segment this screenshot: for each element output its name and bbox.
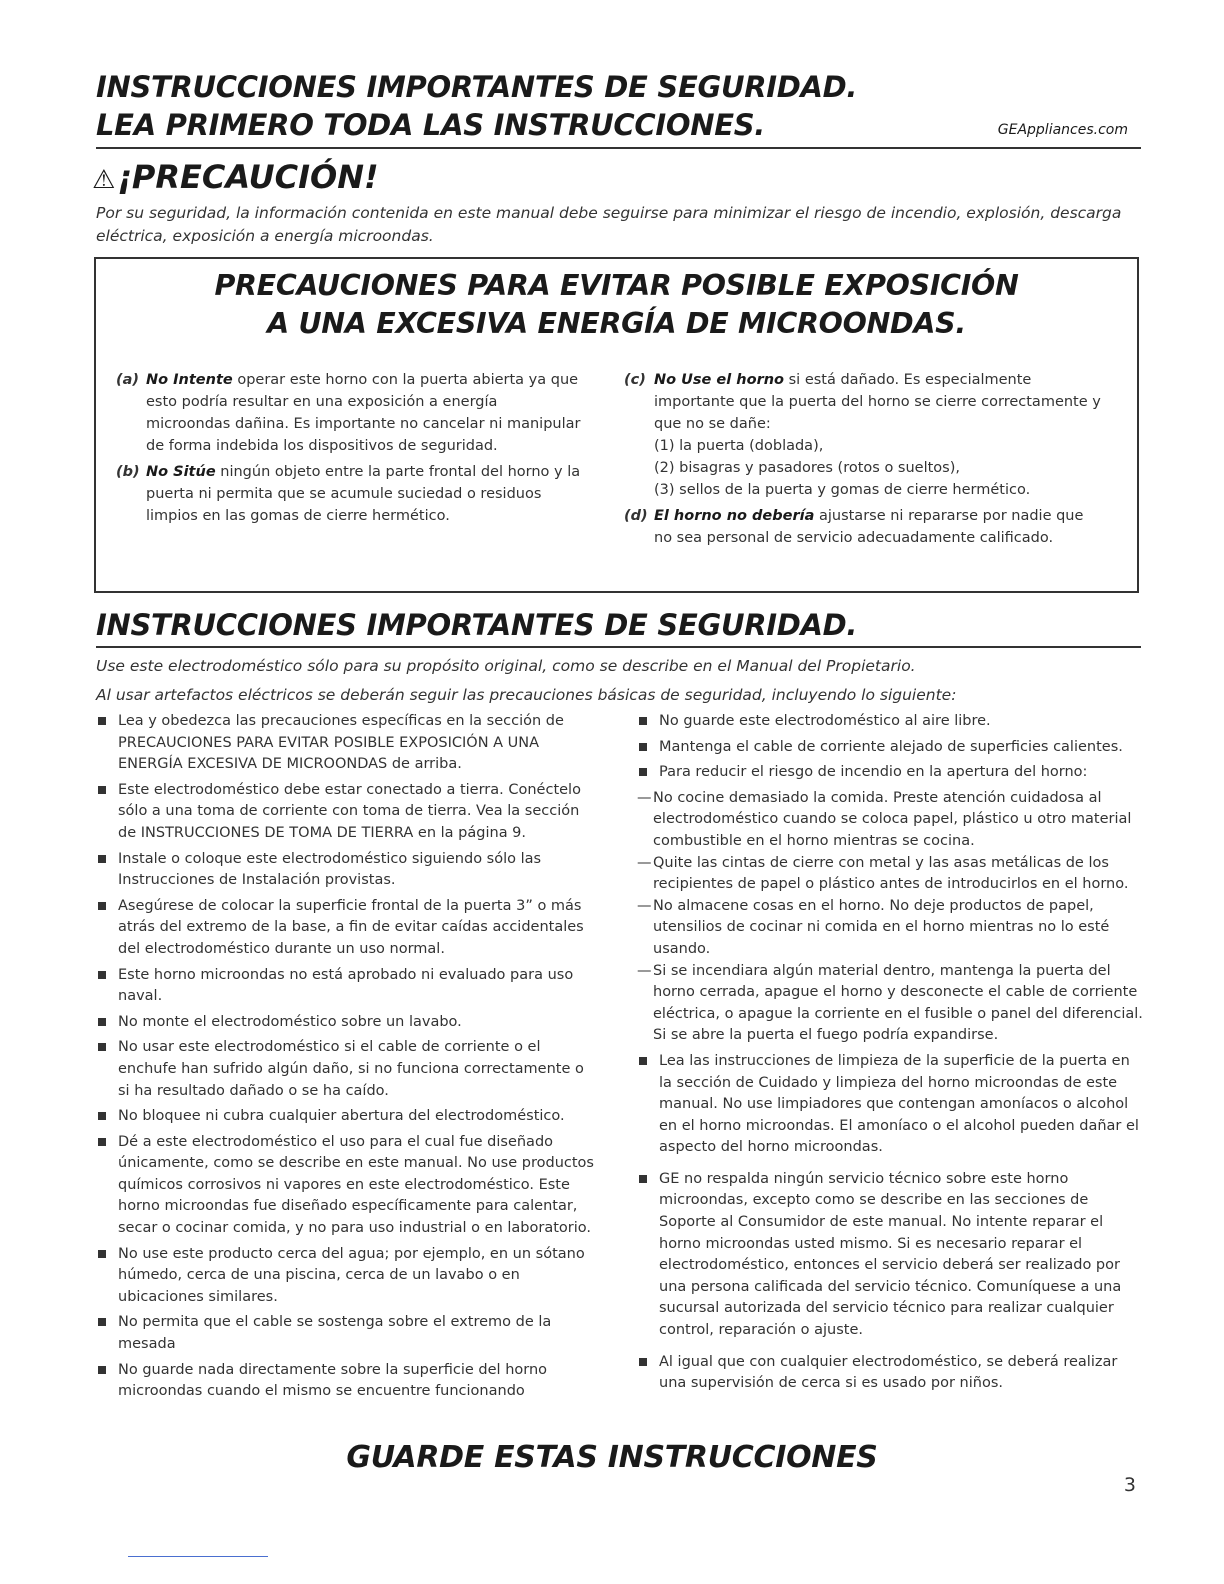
safety-use-line1: Use este electrodoméstico sólo para su propósito original, como se describe en el Manual del Propietario. — [96, 657, 916, 675]
item-text: ajustarse ni repararse por nadie que no sea personal de servicio adecuadamente calificado. — [654, 508, 1084, 546]
list-item: No guarde nada directamente sobre la superficie del horno microondas cuando el mismo se encuentre funcionando — [96, 1360, 596, 1403]
list-item: Para reducir el riesgo de incendio en la apertura del horno: — [637, 762, 1147, 784]
list-item: Este horno microondas no está aprobado ni evaluado para uso naval. — [96, 965, 596, 1008]
header-title-line2: LEA PRIMERO TODA LAS INSTRUCCIONES. — [96, 108, 766, 142]
box-title — [96, 267, 1137, 343]
website-link[interactable]: GEAppliances.com — [997, 122, 1128, 138]
item-emphasis: El horno no debería — [654, 508, 815, 524]
item-text: si está dañado. Es especialmente importante que la puerta del horno se cierre correctamente y que no se dañe: — [654, 372, 1101, 432]
safety-list-right — [637, 711, 1147, 1399]
caution-title: ¡PRECAUCIÓN! — [117, 158, 379, 196]
save-instructions-footer: GUARDE ESTAS INSTRUCCIONES — [346, 1440, 878, 1475]
item-label: (a) — [116, 372, 140, 388]
item-sub: (2) bisagras y pasadores (rotos o sueltos), — [654, 460, 961, 476]
item-emphasis: No Sitúe — [146, 464, 216, 480]
dash-item: — Quite las cintas de cierre con metal y las asas metálicas de los recipientes de papel o plástico antes de introducirlos en el horno. — [637, 854, 1129, 893]
bullet-square-icon — [98, 1138, 106, 1146]
item-text: ningún objeto entre la parte frontal del horno y la puerta ni permita que se acumule suciedad o residuos limpios en las gomas de cierre hermético. — [146, 464, 581, 524]
item-text: operar este horno con la puerta abierta ya que esto podría resultar en una exposición a energía microondas dañina. Es importante no cancelar ni manipular de forma indebida los dispositivos de seguridad. — [146, 372, 581, 454]
precaution-item-a — [116, 369, 586, 457]
dash-marker: — — [637, 962, 652, 979]
list-item: No guarde este electrodoméstico al aire libre. — [637, 711, 1147, 733]
list-item: Mantenga el cable de corriente alejado de superficies calientes. — [637, 737, 1147, 759]
microwave-precautions-box — [94, 257, 1139, 593]
warning-triangle-icon: ⚠ — [92, 165, 116, 195]
safety-rule — [96, 646, 1141, 648]
bullet-square-icon — [639, 1175, 647, 1183]
list-item: No permita que el cable se sostenga sobre el extremo de la mesada — [96, 1312, 596, 1355]
safety-use-line2: Al usar artefactos eléctricos se deberán seguir las precauciones básicas de seguridad, incluyendo lo siguiente: — [96, 686, 957, 704]
header-title-line1: INSTRUCCIONES IMPORTANTES DE SEGURIDAD. — [96, 70, 858, 104]
bullet-square-icon — [98, 1366, 106, 1374]
bullet-square-icon — [98, 1112, 106, 1120]
list-item: No usar este electrodoméstico si el cable de corriente o el enchufe han sufrido algún daño, si no funciona correctamente o si ha resultado dañado o se ha caído. — [96, 1037, 596, 1102]
dash-marker: — — [637, 789, 652, 806]
precaution-item-d — [624, 505, 1104, 549]
footer-divider — [128, 1556, 268, 1557]
list-item: Lea las instrucciones de limpieza de la superficie de la puerta en la sección de Cuidado y limpieza del horno microondas de este manual. No use limpiadores que contengan amoníacos o alcohol en el horno microondas. El amoníaco o el alcohol pueden dañar el aspecto del horno microondas. — [637, 1051, 1147, 1159]
dash-marker: — — [637, 854, 652, 871]
safety-section-title: INSTRUCCIONES IMPORTANTES DE SEGURIDAD. — [96, 608, 858, 642]
item-label: (b) — [116, 464, 140, 480]
bullet-square-icon — [98, 1318, 106, 1326]
bullet-square-icon — [98, 1250, 106, 1258]
precaution-item-b — [116, 461, 586, 527]
box-column-right — [624, 369, 1104, 553]
item-emphasis: No Intente — [146, 372, 233, 388]
item-emphasis: No Use el horno — [654, 372, 785, 388]
list-item: No bloquee ni cubra cualquier abertura del electrodoméstico. — [96, 1106, 596, 1128]
page-number: 3 — [1123, 1474, 1136, 1496]
list-item: Al igual que con cualquier electrodoméstico, se deberá realizar una supervisión de cerca si es usado por niños. — [637, 1352, 1147, 1395]
safety-list-left — [96, 711, 596, 1407]
bullet-square-icon — [639, 743, 647, 751]
list-item: GE no respalda ningún servicio técnico sobre este horno microondas, excepto como se describe en las secciones de Soporte al Consumidor de este manual. No intente reparar el horno microondas usted mismo. Si es necesario reparar el electrodoméstico, entonces el servicio deberá ser realizado por una persona calificada del servicio técnico. Comuníquese a una sucursal autorizada del servicio técnico para realizar cualquier control, reparación o ajuste. — [637, 1169, 1147, 1342]
dash-item: — No almacene cosas en el horno. No deje productos de papel, utensilios de cocinar ni comida en el horno mientras no lo esté usando. — [637, 897, 1110, 957]
list-item: Instale o coloque este electrodoméstico siguiendo sólo las Instrucciones de Instalación provistas. — [96, 849, 596, 892]
bullet-square-icon — [639, 717, 647, 725]
bullet-square-icon — [98, 902, 106, 910]
box-title-line2: A UNA EXCESIVA ENERGÍA DE MICROONDAS. — [267, 307, 966, 340]
bullet-square-icon — [98, 786, 106, 794]
dash-marker: — — [637, 897, 652, 914]
item-sub: (3) sellos de la puerta y gomas de cierre hermético. — [654, 482, 1031, 498]
bullet-square-icon — [639, 768, 647, 776]
item-label: (d) — [624, 508, 648, 524]
box-title-line1: PRECAUCIONES PARA EVITAR POSIBLE EXPOSICIÓN — [214, 269, 1019, 302]
bullet-square-icon — [639, 1057, 647, 1065]
list-item: Lea y obedezca las precauciones específicas en la sección de PRECAUCIONES PARA EVITAR POSIBLE EXPOSICIÓN A UNA ENERGÍA EXCESIVA DE MICROONDAS de arriba. — [96, 711, 596, 776]
dash-item: — No cocine demasiado la comida. Preste atención cuidadosa al electrodoméstico cuando se coloca papel, plástico u otro material combustible en el horno mientras se cocina. — [637, 789, 1132, 849]
list-item: No use este producto cerca del agua; por ejemplo, en un sótano húmedo, cerca de una piscina, cerca de un lavabo o en ubicaciones similares. — [96, 1244, 596, 1309]
header-rule — [96, 147, 1141, 149]
bullet-square-icon — [98, 717, 106, 725]
bullet-square-icon — [98, 855, 106, 863]
box-column-left — [116, 369, 586, 531]
list-item: No monte el electrodoméstico sobre un lavabo. — [96, 1012, 596, 1034]
dash-item: — Si se incendiara algún material dentro, mantenga la puerta del horno cerrada, apague el horno y desconecte el cable de corriente eléctrica, o apague la corriente en el fusible o panel del diferencial. Si se abre la puerta el fuego podría expandirse. — [637, 962, 1143, 1044]
item-sub: (1) la puerta (doblada), — [654, 438, 824, 454]
list-item: Este electrodoméstico debe estar conectado a tierra. Conéctelo sólo a una toma de corriente con toma de tierra. Vea la sección de INSTRUCCIONES DE TOMA DE TIERRA en la página 9. — [96, 780, 596, 845]
precaution-item-c — [624, 369, 1104, 501]
list-item: Asegúrese de colocar la superficie frontal de la puerta 3” o más atrás del extremo de la base, a fin de evitar caídas accidentales del electrodoméstico durante un uso normal. — [96, 896, 596, 961]
caution-intro: Por su seguridad, la información contenida en este manual debe seguirse para minimizar el riesgo de incendio, explosión, descarga eléctrica, exposición a energía microondas. — [96, 204, 1122, 245]
bullet-square-icon — [98, 1018, 106, 1026]
caution-heading — [92, 158, 379, 196]
item-label: (c) — [624, 372, 646, 388]
bullet-square-icon — [98, 1043, 106, 1051]
bullet-square-icon — [639, 1358, 647, 1366]
bullet-square-icon — [98, 971, 106, 979]
list-item: Dé a este electrodoméstico el uso para el cual fue diseñado únicamente, como se describe en este manual. No use productos químicos corrosivos ni vapores en este electrodoméstico. Este horno microondas fue diseñado específicamente para calentar, secar o cocinar comida, y no para uso industrial o en laboratorio. — [96, 1132, 596, 1240]
